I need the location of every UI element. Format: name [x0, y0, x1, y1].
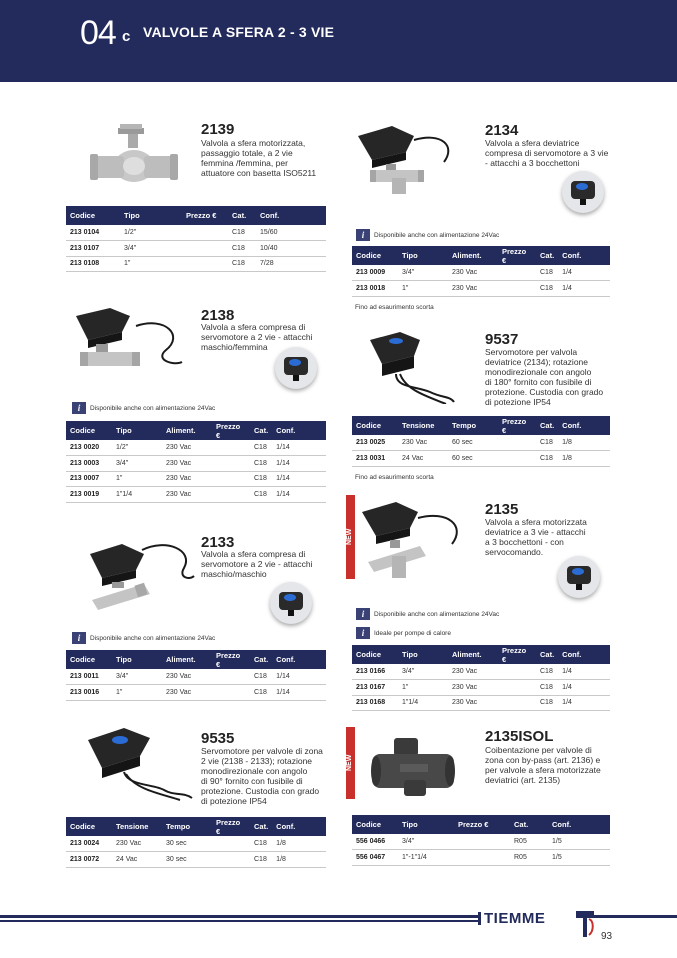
col-header: Tipo [112, 421, 162, 440]
brand-bar [478, 912, 481, 925]
cell: 1"1/4 [398, 695, 448, 711]
col-header: Conf. [272, 650, 326, 669]
cell: 213 0168 [352, 695, 398, 711]
cell: 230 Vac [162, 471, 212, 487]
cell: 1/8 [272, 836, 326, 852]
cell: 230 Vac [162, 440, 212, 456]
desc-line: Coibentazione per valvole di [485, 745, 592, 755]
desc-line: Servomotore per valvola [485, 347, 578, 357]
cell [498, 664, 536, 680]
col-header: Codice [66, 650, 112, 669]
note-2134 [356, 229, 499, 241]
col-header: Conf. [548, 815, 610, 834]
cell: 213 0007 [66, 471, 112, 487]
desc-line: zona con by-pass (art. 2136) e [485, 755, 601, 765]
insulation-2135isol-image [366, 736, 462, 798]
cell: 3/4" [112, 669, 162, 685]
cell [498, 435, 536, 451]
cell: 10/40 [256, 241, 326, 257]
desc-line: deviatrici (art. 2135) [485, 775, 561, 785]
cell: C18 [250, 669, 272, 685]
cell: C18 [250, 487, 272, 503]
col-header: Tempo [448, 416, 498, 435]
col-header: Aliment. [162, 650, 212, 669]
desc-line: di 180° fornito con fusibile di [485, 377, 592, 387]
col-header: Cat. [250, 650, 272, 669]
cell: 213 0003 [66, 456, 112, 472]
desc-line: - attacchi a 3 bocchettoni [485, 158, 580, 168]
desc-line: deviatrice (2134); rotazione [485, 357, 589, 367]
cell: 230 Vac [448, 281, 498, 297]
cell: 230 Vac [112, 836, 162, 852]
cell: 1/4 [558, 695, 610, 711]
col-header: Codice [66, 421, 112, 440]
cell: C18 [228, 241, 256, 257]
valve-2135-image [356, 500, 468, 580]
table-row [66, 225, 326, 241]
cell: 230 Vac [162, 487, 212, 503]
product-desc-2139 [201, 138, 316, 178]
col-header: Codice [66, 206, 120, 225]
note-text: Disponibile anche con alimentazione 24Vac [90, 634, 216, 642]
cell [212, 456, 250, 472]
cell: 1/14 [272, 471, 326, 487]
cell: 1/14 [272, 440, 326, 456]
desc-line: monodirezionale con angolo [201, 766, 308, 776]
note-text: Disponibile anche con alimentazione 24Vac [374, 231, 500, 239]
table-row [66, 456, 326, 472]
cell: 213 0009 [352, 265, 398, 281]
cell: C18 [536, 680, 558, 696]
cell: 1/14 [272, 685, 326, 701]
note-text: Ideale per pompe di calore [374, 629, 451, 637]
table-2138 [66, 421, 326, 503]
brand-logo-text: TIEMME [484, 910, 546, 927]
cell: 230 Vac [162, 456, 212, 472]
table-9537 [352, 416, 610, 467]
table-row [352, 265, 610, 281]
desc-line: servomotore a 2 vie - attacchi [201, 332, 313, 342]
valve-2133-image [86, 540, 196, 612]
table-row [66, 241, 326, 257]
cell: 30 sec [162, 836, 212, 852]
col-header: Cat. [510, 815, 548, 834]
cell: 213 0031 [352, 451, 398, 467]
table-row [352, 664, 610, 680]
cell [212, 852, 250, 868]
cell: 1" [398, 680, 448, 696]
desc-line: protezione. Custodia con grado [485, 387, 604, 397]
col-header: Cat. [536, 416, 558, 435]
product-code-2135isol: 2135ISOL [485, 728, 554, 745]
table-row [66, 440, 326, 456]
desc-line: a 3 bocchettoni - con [485, 537, 564, 547]
info-icon: i [72, 402, 86, 414]
table-2134 [352, 246, 610, 297]
cell: 213 0016 [66, 685, 112, 701]
table-2139 [66, 206, 326, 272]
cell [182, 256, 228, 272]
cell: C18 [250, 440, 272, 456]
product-desc-9537 [485, 347, 603, 407]
cell: 556 0466 [352, 834, 398, 850]
desc-line: maschio/femmina [201, 342, 268, 352]
desc-line: passaggio totale, a 2 vie [201, 148, 293, 158]
cell: C18 [536, 265, 558, 281]
valve-2139-image [88, 120, 180, 198]
info-icon: i [72, 632, 86, 644]
cell: 1"-1"1/4 [398, 850, 454, 866]
cell: 1/8 [558, 451, 610, 467]
info-icon: i [356, 229, 370, 241]
col-header: Conf. [558, 645, 610, 664]
table-row [66, 471, 326, 487]
cell: 1/5 [548, 850, 610, 866]
product-code-2135: 2135 [485, 501, 519, 518]
cell: 3/4" [398, 834, 454, 850]
desc-line: compresa di servomotore a 3 vie [485, 148, 609, 158]
cell: C18 [250, 471, 272, 487]
cell: 1/14 [272, 456, 326, 472]
desc-line: 2 vie (2138 - 2133); rotazione [201, 756, 313, 766]
table-row [352, 695, 610, 711]
cell: 213 0025 [352, 435, 398, 451]
product-code-2133: 2133 [201, 534, 235, 551]
cell [212, 836, 250, 852]
cell: 230 Vac [398, 435, 448, 451]
cell: C18 [228, 225, 256, 241]
product-code-2134: 2134 [485, 122, 519, 139]
cell: 15/60 [256, 225, 326, 241]
product-desc-2134 [485, 138, 608, 168]
cell: 1"1/4 [112, 487, 162, 503]
col-header: Prezzo € [212, 817, 250, 836]
cell [498, 695, 536, 711]
cell: C18 [250, 852, 272, 868]
cell: 1/4 [558, 664, 610, 680]
col-header: Conf. [558, 416, 610, 435]
col-header: Tipo [398, 815, 454, 834]
col-header: Prezzo € [454, 815, 510, 834]
cell: 3/4" [112, 456, 162, 472]
actuator-thumb-2135 [558, 556, 600, 598]
product-code-9535: 9535 [201, 730, 235, 747]
cell: 213 0024 [66, 836, 112, 852]
actuator-thumb-2134 [562, 171, 604, 213]
cell: 24 Vac [398, 451, 448, 467]
cell [498, 281, 536, 297]
col-header: Cat. [536, 645, 558, 664]
cell: C18 [536, 695, 558, 711]
col-header: Tipo [398, 645, 448, 664]
cell: 60 sec [448, 435, 498, 451]
product-code-9537: 9537 [485, 331, 519, 348]
actuator-9537-image [366, 330, 456, 404]
col-header: Aliment. [162, 421, 212, 440]
footnote-2134: Fino ad esaurimento scorta [355, 304, 434, 311]
new-badge: NEW [346, 727, 355, 799]
table-2135 [352, 645, 610, 711]
page-header [0, 0, 677, 82]
cell: 213 0104 [66, 225, 120, 241]
cell: 60 sec [448, 451, 498, 467]
cell: C18 [536, 451, 558, 467]
actuator-thumb-2133 [270, 582, 312, 624]
desc-line: monodirezionale con angolo [485, 367, 592, 377]
note-2135-a [356, 608, 499, 620]
cell: 3/4" [398, 664, 448, 680]
col-header: Tipo [112, 650, 162, 669]
col-header: Aliment. [448, 246, 498, 265]
table-2133 [66, 650, 326, 701]
cell: 230 Vac [448, 680, 498, 696]
col-header: Prezzo € [498, 645, 536, 664]
desc-line: Valvola a sfera motorizzata [485, 517, 587, 527]
cell: 1/5 [548, 834, 610, 850]
table-row [66, 669, 326, 685]
cell [212, 440, 250, 456]
actuator-9535-image [84, 724, 194, 802]
cell: 1/14 [272, 669, 326, 685]
cell: C18 [228, 256, 256, 272]
cell: C18 [536, 664, 558, 680]
table-row [352, 435, 610, 451]
desc-line: di potezione IP54 [485, 397, 551, 407]
cell: C18 [250, 836, 272, 852]
col-header: Cat. [536, 246, 558, 265]
col-header: Prezzo € [498, 416, 536, 435]
col-header: Codice [352, 416, 398, 435]
table-row [352, 680, 610, 696]
cell [212, 669, 250, 685]
table-row [66, 256, 326, 272]
col-header: Tensione [112, 817, 162, 836]
cell [212, 471, 250, 487]
product-desc-9535 [201, 746, 323, 806]
page-number: 93 [601, 931, 613, 942]
desc-line: deviatrice a 3 vie - attacchi [485, 527, 586, 537]
col-header: Codice [352, 246, 398, 265]
col-header: Conf. [272, 817, 326, 836]
col-header: Codice [66, 817, 112, 836]
actuator-thumb-2138 [275, 347, 317, 389]
info-icon: i [356, 608, 370, 620]
product-desc-2135isol [485, 745, 601, 785]
cell: 213 0072 [66, 852, 112, 868]
cell: 24 Vac [112, 852, 162, 868]
cell: R05 [510, 834, 548, 850]
col-header: Conf. [558, 246, 610, 265]
col-header: Prezzo € [182, 206, 228, 225]
footer-rule-thin [0, 920, 560, 922]
cell: 213 0018 [352, 281, 398, 297]
valve-2138-image [66, 306, 186, 376]
table-row [66, 852, 326, 868]
cell: 230 Vac [448, 664, 498, 680]
desc-line: di potezione IP54 [201, 796, 267, 806]
cell: 213 0019 [66, 487, 112, 503]
desc-line: per valvole a sfera motorizzate [485, 765, 601, 775]
valve-2134-image [352, 124, 464, 194]
cell: 1/4 [558, 281, 610, 297]
col-header: Conf. [272, 421, 326, 440]
desc-line: di 90° fornito con fusibile di [201, 776, 303, 786]
cell [212, 685, 250, 701]
cell: 1" [120, 256, 182, 272]
product-desc-2133 [201, 549, 313, 579]
col-header: Prezzo € [212, 421, 250, 440]
product-code-2139: 2139 [201, 121, 235, 138]
col-header: Codice [352, 815, 398, 834]
cell: 230 Vac [162, 669, 212, 685]
col-header: Tempo [162, 817, 212, 836]
cell: 1/2" [112, 440, 162, 456]
table-row [352, 281, 610, 297]
col-header: Conf. [256, 206, 326, 225]
cell: 1/14 [272, 487, 326, 503]
note-text: Disponibile anche con alimentazione 24Vac [90, 404, 216, 412]
table-row [352, 451, 610, 467]
chapter-title: VALVOLE A SFERA 2 - 3 VIE [143, 24, 335, 40]
col-header: Cat. [228, 206, 256, 225]
new-badge: NEW [346, 495, 355, 579]
cell [182, 225, 228, 241]
cell [454, 850, 510, 866]
desc-line: Valvola a sfera compresa di [201, 549, 306, 559]
cell [498, 265, 536, 281]
cell: 213 0166 [352, 664, 398, 680]
cell: 7/28 [256, 256, 326, 272]
cell: 1/4 [558, 680, 610, 696]
table-row [66, 487, 326, 503]
desc-line: Servomotore per valvole di zona [201, 746, 323, 756]
cell: 213 0108 [66, 256, 120, 272]
cell: 1" [398, 281, 448, 297]
note-2138 [72, 402, 215, 414]
cell [212, 487, 250, 503]
cell [498, 680, 536, 696]
cell: 3/4" [120, 241, 182, 257]
footnote-9537: Fino ad esaurimento scorta [355, 474, 434, 481]
desc-line: servocomando. [485, 547, 544, 557]
cell [454, 834, 510, 850]
table-row [352, 850, 610, 866]
col-header: Cat. [250, 817, 272, 836]
table-row [352, 834, 610, 850]
cell: 230 Vac [162, 685, 212, 701]
cell: 213 0011 [66, 669, 112, 685]
col-header: Cat. [250, 421, 272, 440]
product-desc-2135 [485, 517, 587, 557]
cell: 3/4" [398, 265, 448, 281]
cell: C18 [250, 456, 272, 472]
desc-line: Valvola a sfera deviatrice [485, 138, 580, 148]
desc-line: femmina /femmina, per [201, 158, 288, 168]
info-icon: i [356, 627, 370, 639]
desc-line: protezione. Custodia con grado [201, 786, 320, 796]
cell: 1" [112, 471, 162, 487]
desc-line: servomotore a 2 vie - attacchi [201, 559, 313, 569]
table-2135isol [352, 815, 610, 866]
desc-line: Valvola a sfera compresa di [201, 322, 306, 332]
cell: 1/4 [558, 265, 610, 281]
col-header: Aliment. [448, 645, 498, 664]
cell: C18 [250, 685, 272, 701]
table-row [66, 836, 326, 852]
cell [182, 241, 228, 257]
cell: 1" [112, 685, 162, 701]
cell: C18 [536, 281, 558, 297]
desc-line: attuatore con basetta ISO5211 [201, 168, 317, 178]
product-desc-2138 [201, 322, 313, 352]
cell: 556 0467 [352, 850, 398, 866]
desc-line: maschio/maschio [201, 569, 267, 579]
cell: 213 0020 [66, 440, 112, 456]
cell: 30 sec [162, 852, 212, 868]
table-9535 [66, 817, 326, 868]
col-header: Prezzo € [498, 246, 536, 265]
cell: 213 0167 [352, 680, 398, 696]
cell: 1/8 [272, 852, 326, 868]
note-2133 [72, 632, 215, 644]
cell: 1/2" [120, 225, 182, 241]
chapter-letter: c [122, 28, 131, 45]
col-header: Tensione [398, 416, 448, 435]
cell [498, 451, 536, 467]
col-header: Tipo [398, 246, 448, 265]
cell: 1/8 [558, 435, 610, 451]
note-text: Disponibile anche con alimentazione 24Vac [374, 610, 500, 618]
table-row [66, 685, 326, 701]
col-header: Tipo [120, 206, 182, 225]
col-header: Codice [352, 645, 398, 664]
col-header: Prezzo € [212, 650, 250, 669]
cell: 230 Vac [448, 695, 498, 711]
chapter-number: 04 [80, 14, 116, 52]
cell: 213 0107 [66, 241, 120, 257]
cell: R05 [510, 850, 548, 866]
brand-logo-icon [574, 909, 596, 939]
cell: C18 [536, 435, 558, 451]
note-2135-b [356, 627, 451, 639]
desc-line: Valvola a sfera motorizzata, [201, 138, 306, 148]
cell: 230 Vac [448, 265, 498, 281]
product-code-2138: 2138 [201, 307, 235, 324]
